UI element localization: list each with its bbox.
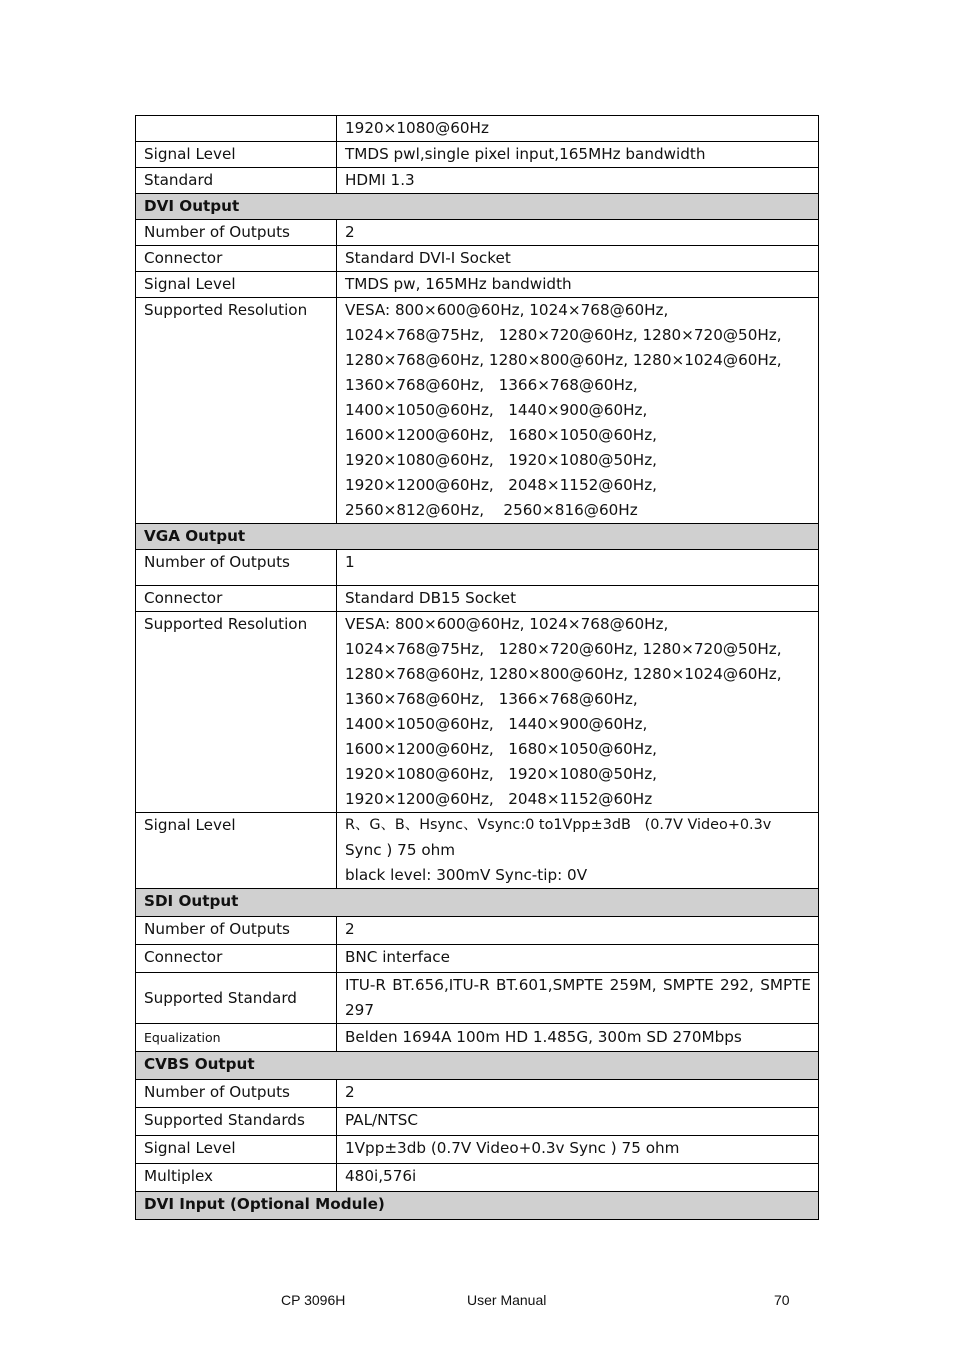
value-line: 1920×1080@60Hz, 1920×1080@50Hz, xyxy=(345,765,658,783)
row-value: PAL/NTSC xyxy=(337,1108,819,1136)
row-value: 1920×1080@60Hz xyxy=(337,116,819,142)
row-value: 2 xyxy=(337,917,819,945)
value-line: 1024×768@75Hz, 1280×720@60Hz, 1280×720@50Hz, xyxy=(345,326,782,344)
section-header-row xyxy=(136,1052,819,1080)
section-title: VGA Output xyxy=(136,524,819,550)
row-label: Number of Outputs xyxy=(136,550,337,586)
table-row xyxy=(136,612,819,813)
row-value: TMDS pw, 165MHz bandwidth xyxy=(337,272,819,298)
spec-table xyxy=(135,115,819,1220)
value-line: 1920×1200@60Hz, 2048×1152@60Hz, xyxy=(345,476,658,494)
value-line: Sync ) 75 ohm xyxy=(345,841,456,859)
row-label: Connector xyxy=(136,586,337,612)
row-value: 2 xyxy=(337,220,819,246)
row-label: Signal Level xyxy=(136,813,337,889)
row-value: TMDS pwl,single pixel input,165MHz bandwidth xyxy=(337,142,819,168)
table-row xyxy=(136,1164,819,1192)
row-label: Multiplex xyxy=(136,1164,337,1192)
value-line: R、G、B、Hsync、Vsync:0 to1Vpp±3dB (0.7V Video+0.3v xyxy=(345,817,772,833)
row-value: 2 xyxy=(337,1080,819,1108)
table-row xyxy=(136,116,819,142)
value-line: 1400×1050@60Hz, 1440×900@60Hz, xyxy=(345,401,648,419)
value-line: 1280×768@60Hz, 1280×800@60Hz, 1280×1024@60Hz, xyxy=(345,351,782,369)
table-row xyxy=(136,1024,819,1052)
value-line: black level: 300mV Sync-tip: 0V xyxy=(345,866,588,884)
table-row xyxy=(136,945,819,973)
table-row xyxy=(136,586,819,612)
footer-title: User Manual xyxy=(467,1292,547,1308)
row-value xyxy=(337,813,819,889)
row-label: Signal Level xyxy=(136,1136,337,1164)
table-row xyxy=(136,298,819,524)
value-line: 1920×1080@60Hz, 1920×1080@50Hz, xyxy=(345,451,658,469)
value-line: 1360×768@60Hz, 1366×768@60Hz, xyxy=(345,376,638,394)
table-row xyxy=(136,142,819,168)
value-line: 1600×1200@60Hz, 1680×1050@60Hz, xyxy=(345,426,658,444)
table-row xyxy=(136,272,819,298)
row-label: Signal Level xyxy=(136,142,337,168)
row-value: 1Vpp±3db (0.7V Video+0.3v Sync ) 75 ohm xyxy=(337,1136,819,1164)
row-value: ITU-R BT.656,ITU-R BT.601,SMPTE 259M, SMPTE 292, SMPTE 297 xyxy=(337,973,819,1024)
section-header-row xyxy=(136,524,819,550)
value-line: 1400×1050@60Hz, 1440×900@60Hz, xyxy=(345,715,648,733)
section-title: DVI Output xyxy=(136,194,819,220)
section-header-row xyxy=(136,194,819,220)
table-row xyxy=(136,168,819,194)
row-value xyxy=(337,298,819,524)
footer-page-number: 70 xyxy=(774,1292,790,1308)
section-title: CVBS Output xyxy=(136,1052,819,1080)
row-label: Connector xyxy=(136,945,337,973)
table-row xyxy=(136,220,819,246)
value-line: 1920×1200@60Hz, 2048×1152@60Hz xyxy=(345,790,653,808)
section-title: SDI Output xyxy=(136,889,819,917)
row-label: Supported Resolution xyxy=(136,298,337,524)
value-line: VESA: 800×600@60Hz, 1024×768@60Hz, xyxy=(345,301,669,319)
table-row xyxy=(136,1080,819,1108)
section-header-row xyxy=(136,889,819,917)
value-line: VESA: 800×600@60Hz, 1024×768@60Hz, xyxy=(345,615,669,633)
row-label: Equalization xyxy=(136,1024,337,1052)
row-value: HDMI 1.3 xyxy=(337,168,819,194)
row-label: Supported Standards xyxy=(136,1108,337,1136)
value-line: 1600×1200@60Hz, 1680×1050@60Hz, xyxy=(345,740,658,758)
row-label: Standard xyxy=(136,168,337,194)
row-value xyxy=(337,612,819,813)
row-value: BNC interface xyxy=(337,945,819,973)
row-label xyxy=(136,116,337,142)
row-label: Number of Outputs xyxy=(136,917,337,945)
row-label: Supported Standard xyxy=(136,973,337,1024)
value-line: 1360×768@60Hz, 1366×768@60Hz, xyxy=(345,690,638,708)
table-row xyxy=(136,813,819,889)
table-row xyxy=(136,1108,819,1136)
table-row xyxy=(136,973,819,1024)
value-line: 2560×812@60Hz, 2560×816@60Hz xyxy=(345,501,638,519)
footer-model: CP 3096H xyxy=(281,1292,346,1308)
value-line: 1024×768@75Hz, 1280×720@60Hz, 1280×720@50Hz, xyxy=(345,640,782,658)
row-value: Belden 1694A 100m HD 1.485G, 300m SD 270Mbps xyxy=(337,1024,819,1052)
row-label: Supported Resolution xyxy=(136,612,337,813)
table-row xyxy=(136,917,819,945)
section-title: DVI Input (Optional Module) xyxy=(136,1192,819,1220)
row-label: Number of Outputs xyxy=(136,1080,337,1108)
row-value: Standard DVI-I Socket xyxy=(337,246,819,272)
table-row xyxy=(136,1136,819,1164)
section-header-row xyxy=(136,1192,819,1220)
row-label: Number of Outputs xyxy=(136,220,337,246)
row-value: Standard DB15 Socket xyxy=(337,586,819,612)
row-value: 480i,576i xyxy=(337,1164,819,1192)
row-value: 1 xyxy=(337,550,819,586)
table-row xyxy=(136,550,819,586)
row-label: Connector xyxy=(136,246,337,272)
value-line: 1280×768@60Hz, 1280×800@60Hz, 1280×1024@60Hz, xyxy=(345,665,782,683)
row-label: Signal Level xyxy=(136,272,337,298)
table-row xyxy=(136,246,819,272)
